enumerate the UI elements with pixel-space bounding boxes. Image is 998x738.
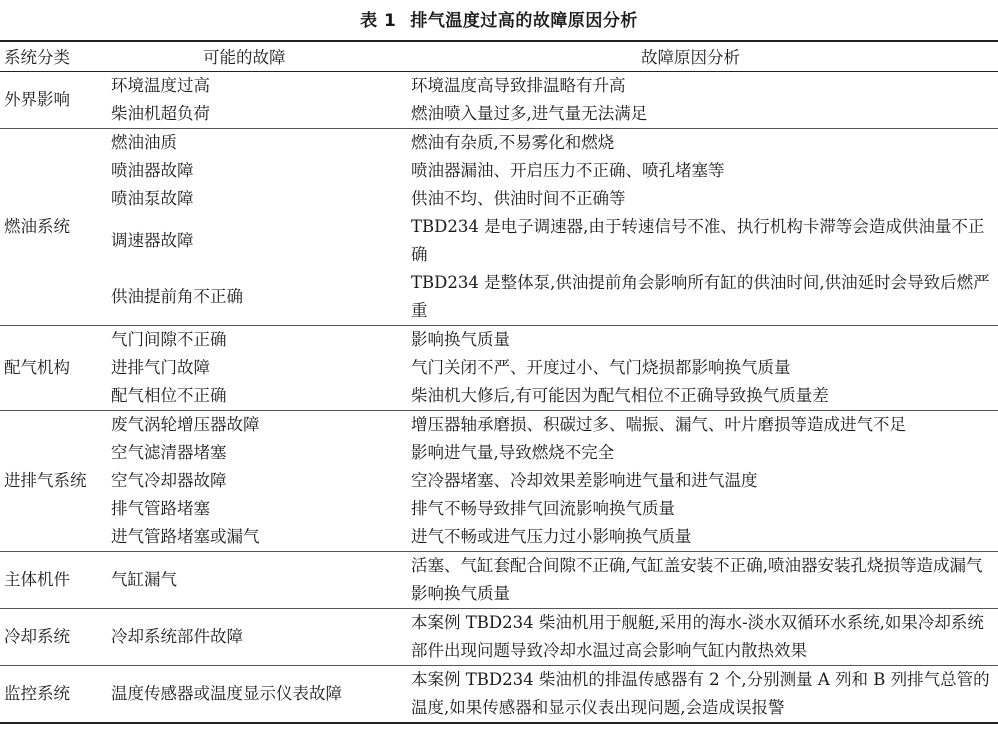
reason-cell: 环境温度高导致排温略有升高 [411,75,626,95]
table-row [0,608,998,665]
fault-cell: 环境温度过高 [111,75,210,95]
category-cell: 监控系统 [0,665,107,723]
fault-cell: 废气涡轮增压器故障 [111,414,260,434]
table-row [0,354,998,382]
reason-cell: 进气不畅或进气压力过小影响换气质量 [407,523,998,552]
table-title-text: 排气温度过高的故障原因分析 [410,11,638,31]
reason-cell: TBD234 是整体泵,供油提前角会影响所有缸的供油时间,供油延时会导致后燃严重 [407,269,998,326]
table-row [0,551,998,608]
table-row [0,100,998,129]
fault-cell: 进排气门故障 [111,357,210,377]
reason-cell: 本案例 TBD234 柴油机用于舰艇,采用的海水-淡水双循环水系统,如果冷却系统部件出现问题导致冷却水温过高会影响气缸内散热效果 [407,608,998,665]
reason-cell: 燃油有杂质,不易雾化和燃烧 [411,132,615,152]
reason-cell: 燃油喷入量过多,进气量无法满足 [407,100,998,129]
table-row [0,495,998,523]
fault-cell: 调速器故障 [111,230,194,250]
table-row [0,382,998,411]
reason-cell: 供油不均、供油时间不正确等 [411,188,626,208]
fault-cell: 温度传感器或温度显示仪表故障 [107,665,407,723]
category-cell: 主体机件 [0,551,107,608]
fault-cell: 空气冷却器故障 [111,470,227,490]
fault-cell: 空气滤清器堵塞 [111,442,227,462]
reason-cell: 影响换气质量 [411,329,510,349]
category-cell: 外界影响 [0,71,107,128]
fault-cell: 进气管路堵塞或漏气 [107,523,407,552]
reason-cell: TBD234 是电子调速器,由于转速信号不准、执行机构卡滞等会造成供油量不正确 [411,216,985,264]
table-row [0,665,998,723]
fault-analysis-table [0,40,998,724]
table-body [0,71,998,723]
table-row [0,128,998,157]
table-row [0,439,998,467]
category-cell: 冷却系统 [0,608,107,665]
header-reason: 故障原因分析 [407,41,998,71]
fault-cell: 配气相位不正确 [107,382,407,411]
table-row [0,71,998,100]
table-row [0,410,998,439]
category-cell: 燃油系统 [0,128,107,325]
table-row [0,523,998,552]
category-cell: 进排气系统 [0,410,107,551]
fault-cell: 排气管路堵塞 [111,498,210,518]
table-row [0,325,998,354]
category-cell: 配气机构 [0,325,107,410]
table-row [0,467,998,495]
fault-cell: 喷油泵故障 [111,188,194,208]
fault-cell: 气缸漏气 [107,551,407,608]
reason-cell: 柴油机大修后,有可能因为配气相位不正确导致换气质量差 [407,382,998,411]
fault-cell: 燃油油质 [111,132,177,152]
fault-cell: 气门间隙不正确 [111,329,227,349]
fault-cell: 冷却系统部件故障 [107,608,407,665]
reason-cell: 本案例 TBD234 柴油机的排温传感器有 2 个,分别测量 A 列和 B 列排气总管的温度,如果传感器和显示仪表出现问题,会造成误报警 [407,665,998,723]
table-title [0,6,998,31]
reason-cell: 空冷器堵塞、冷却效果差影响进气量和进气温度 [411,470,758,490]
table-row [0,269,998,326]
reason-cell: 排气不畅导致排气回流影响换气质量 [411,498,675,518]
reason-cell: 影响进气量,导致燃烧不完全 [411,442,615,462]
table-row [0,185,998,213]
reason-cell: 增压器轴承磨损、积碳过多、喘振、漏气、叶片磨损等造成进气不足 [411,414,906,434]
reason-cell: 气门关闭不严、开度过小、气门烧损都影响换气质量 [411,357,791,377]
fault-cell: 柴油机超负荷 [107,100,407,129]
fault-cell: 喷油器故障 [111,160,194,180]
reason-cell: 活塞、气缸套配合间隙不正确,气缸盖安装不正确,喷油器安装孔烧损等造成漏气影响换气质量 [407,551,998,608]
reason-cell: 喷油器漏油、开启压力不正确、喷孔堵塞等 [411,160,725,180]
fault-cell: 供油提前角不正确 [107,269,407,326]
header-category: 系统分类 [0,41,107,71]
header-fault: 可能的故障 [107,41,407,71]
table-row [0,213,998,269]
table-header-row [0,41,998,71]
table-row [0,157,998,185]
table-number: 表 1 [360,11,397,31]
